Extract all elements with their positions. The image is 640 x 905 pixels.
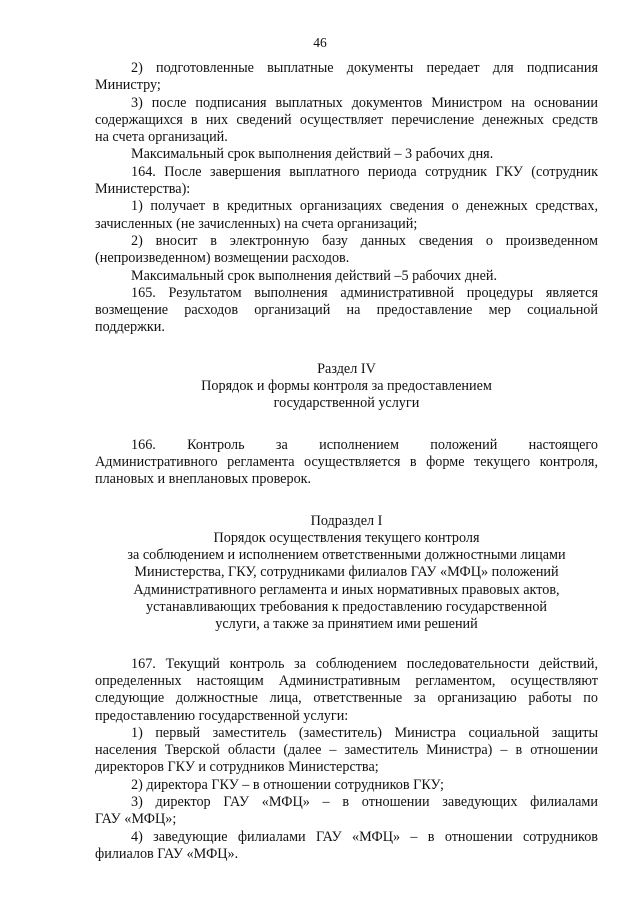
page-number: 46 (313, 35, 327, 50)
paragraph-first-line: 2) подготовленные выплатные документы передает для подписания (131, 60, 598, 76)
paragraph-last-line: предоставлению государственной услуги: (95, 707, 349, 724)
paragraph-last-line: плановых и внеплановых проверок. (95, 471, 312, 488)
heading-line: за соблюдением и исполнением ответственными должностными лицами (127, 547, 566, 564)
section-spacer (95, 489, 598, 513)
heading-line: Подраздел I (310, 512, 383, 529)
heading-line: услуги, а также за принятием ими решений (215, 616, 478, 633)
heading-line: Административного регламента и иных нормативных правовых актов, (133, 581, 560, 598)
paragraph-first-line: 164. После завершения выплатного периода сотрудник ГКУ (сотрудник (131, 163, 598, 180)
paragraph-line: содержащихся в них сведений осуществляет перечисление денежных средств (95, 111, 598, 128)
heading-line: Порядок и формы контроля за предоставлением (201, 378, 492, 395)
paragraph-single-line: Максимальный срок выполнения действий –5 рабочих дней. (131, 267, 498, 284)
paragraph-line: Административного регламента осуществляется в форме текущего контроля, (95, 453, 598, 470)
paragraph-first-line: 1) первый заместитель (заместитель) Министра социальной защиты (131, 724, 598, 741)
paragraph-first-line: 4) заведующие филиалами ГАУ «МФЦ» – в отношении сотрудников (131, 828, 598, 845)
paragraph-first-line: 166. Контроль за исполнением положений настоящего (131, 436, 598, 453)
paragraph-line: возмещение расходов организаций на предоставление мер социальной (95, 302, 598, 319)
paragraph-first-line: 165. Результатом выполнения административной процедуры является (131, 284, 598, 301)
heading-line: Раздел IV (317, 360, 376, 377)
heading-line: Министерства, ГКУ, сотрудниками филиалов ГАУ «МФЦ» положений (134, 564, 559, 581)
paragraph-first-line: 1) получает в кредитных организациях сведения о денежных средствах, (131, 198, 598, 215)
paragraph-last-line: ГАУ «МФЦ»; (95, 811, 177, 828)
section-spacer (95, 337, 598, 361)
paragraph-first-line: 167. Текущий контроль за соблюдением последовательности действий, (131, 655, 598, 672)
paragraph-last-line: на счета организаций. (95, 129, 228, 146)
paragraph-single-line: 2) директора ГКУ – в отношении сотрудников ГКУ; (131, 776, 444, 793)
paragraph-line: определенных настоящим Административным регламентом, осуществляют (95, 672, 598, 689)
paragraph-single-line: Максимальный срок выполнения действий – 3 рабочих дня. (131, 146, 494, 163)
paragraph-last-line: поддержки. (95, 319, 165, 336)
paragraph-first-line: 3) после подписания выплатных документов Министром на основании (131, 94, 598, 111)
heading-line: государственной услуги (273, 395, 420, 412)
heading-line: устанавливающих требования к предоставлению государственной (145, 599, 548, 616)
paragraph-last-line: Министру; (95, 77, 161, 94)
paragraph-last-line: директоров ГКУ и сотрудников Министерства; (95, 759, 379, 776)
paragraph-last-line: зачисленных (не зачисленных) на счета организаций; (95, 215, 418, 232)
section-spacer (95, 634, 598, 656)
paragraph-first-line: 3) директор ГАУ «МФЦ» – в отношении заведующих филиалами (131, 793, 598, 810)
paragraph-line: следующие должностные лица, ответственные за организацию работы по (95, 690, 598, 707)
heading-line: Порядок осуществления текущего контроля (213, 529, 480, 546)
paragraph-last-line: Министерства): (95, 181, 191, 198)
document-body (95, 60, 598, 863)
paragraph-line: населения Тверской области (далее – заместитель Министра) – в отношении (95, 742, 598, 759)
paragraph-last-line: филиалов ГАУ «МФЦ». (95, 845, 239, 862)
paragraph-last-line: (непроизведенном) возмещении расходов. (95, 250, 350, 267)
paragraph-first-line: 2) вносит в электронную базу данных сведения о произведенном (131, 232, 598, 249)
section-spacer (95, 413, 598, 437)
